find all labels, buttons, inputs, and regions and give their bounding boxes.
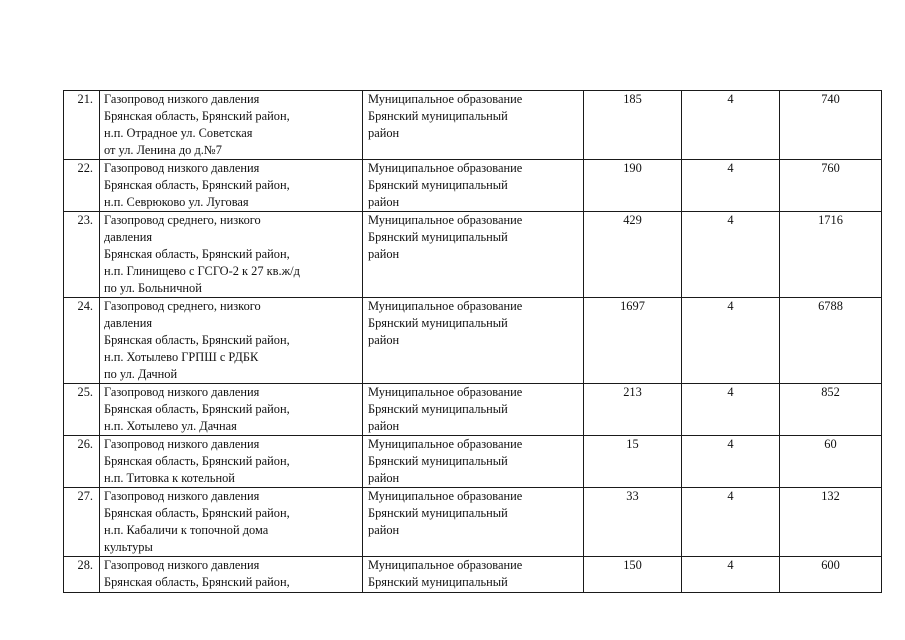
factor-value: 4 xyxy=(682,160,780,212)
object-name: Газопровод низкого давления Брянская область, Брянский район, н.п. Хотылево ул. Дачная xyxy=(100,384,363,436)
row-number: 28. xyxy=(64,557,100,593)
owner-name: Муниципальное образование Брянский муниципальный район xyxy=(363,160,584,212)
owner-name: Муниципальное образование Брянский муниципальный xyxy=(363,557,584,593)
total-value: 6788 xyxy=(780,298,882,384)
factor-value: 4 xyxy=(682,488,780,557)
owner-name: Муниципальное образование Брянский муниципальный район xyxy=(363,488,584,557)
total-value: 60 xyxy=(780,436,882,488)
length-value: 150 xyxy=(584,557,682,593)
length-value: 190 xyxy=(584,160,682,212)
object-name: Газопровод среднего, низкого давления Брянская область, Брянский район, н.п. Хотылево ГРПШ с РДБК по ул. Дачной xyxy=(100,298,363,384)
table-row xyxy=(64,298,882,384)
row-number: 25. xyxy=(64,384,100,436)
pipeline-table xyxy=(63,90,882,593)
factor-value: 4 xyxy=(682,298,780,384)
total-value: 132 xyxy=(780,488,882,557)
length-value: 213 xyxy=(584,384,682,436)
length-value: 429 xyxy=(584,212,682,298)
row-number: 23. xyxy=(64,212,100,298)
object-name: Газопровод среднего, низкого давления Брянская область, Брянский район, н.п. Глинищево с ГСГО-2 к 27 кв.ж/д по ул. Больничной xyxy=(100,212,363,298)
row-number: 21. xyxy=(64,91,100,160)
factor-value: 4 xyxy=(682,557,780,593)
factor-value: 4 xyxy=(682,212,780,298)
factor-value: 4 xyxy=(682,384,780,436)
length-value: 1697 xyxy=(584,298,682,384)
object-name: Газопровод низкого давления Брянская область, Брянский район, н.п. Титовка к котельной xyxy=(100,436,363,488)
table-row xyxy=(64,212,882,298)
length-value: 15 xyxy=(584,436,682,488)
object-name: Газопровод низкого давления Брянская область, Брянский район, н.п. Севрюково ул. Луговая xyxy=(100,160,363,212)
factor-value: 4 xyxy=(682,91,780,160)
table-row xyxy=(64,160,882,212)
table-row xyxy=(64,557,882,593)
owner-name: Муниципальное образование Брянский муниципальный район xyxy=(363,91,584,160)
total-value: 740 xyxy=(780,91,882,160)
total-value: 600 xyxy=(780,557,882,593)
row-number: 24. xyxy=(64,298,100,384)
table-row xyxy=(64,436,882,488)
row-number: 22. xyxy=(64,160,100,212)
row-number: 26. xyxy=(64,436,100,488)
row-number: 27. xyxy=(64,488,100,557)
total-value: 852 xyxy=(780,384,882,436)
owner-name: Муниципальное образование Брянский муниципальный район xyxy=(363,384,584,436)
factor-value: 4 xyxy=(682,436,780,488)
total-value: 760 xyxy=(780,160,882,212)
owner-name: Муниципальное образование Брянский муниципальный район xyxy=(363,212,584,298)
total-value: 1716 xyxy=(780,212,882,298)
length-value: 185 xyxy=(584,91,682,160)
object-name: Газопровод низкого давления Брянская область, Брянский район, н.п. Кабаличи к топочной дома культуры xyxy=(100,488,363,557)
length-value: 33 xyxy=(584,488,682,557)
table-row xyxy=(64,488,882,557)
owner-name: Муниципальное образование Брянский муниципальный район xyxy=(363,298,584,384)
owner-name: Муниципальное образование Брянский муниципальный район xyxy=(363,436,584,488)
table-row xyxy=(64,91,882,160)
object-name: Газопровод низкого давления Брянская область, Брянский район, н.п. Отрадное ул. Советская от ул. Ленина до д.№7 xyxy=(100,91,363,160)
object-name: Газопровод низкого давления Брянская область, Брянский район, xyxy=(100,557,363,593)
table-row xyxy=(64,384,882,436)
